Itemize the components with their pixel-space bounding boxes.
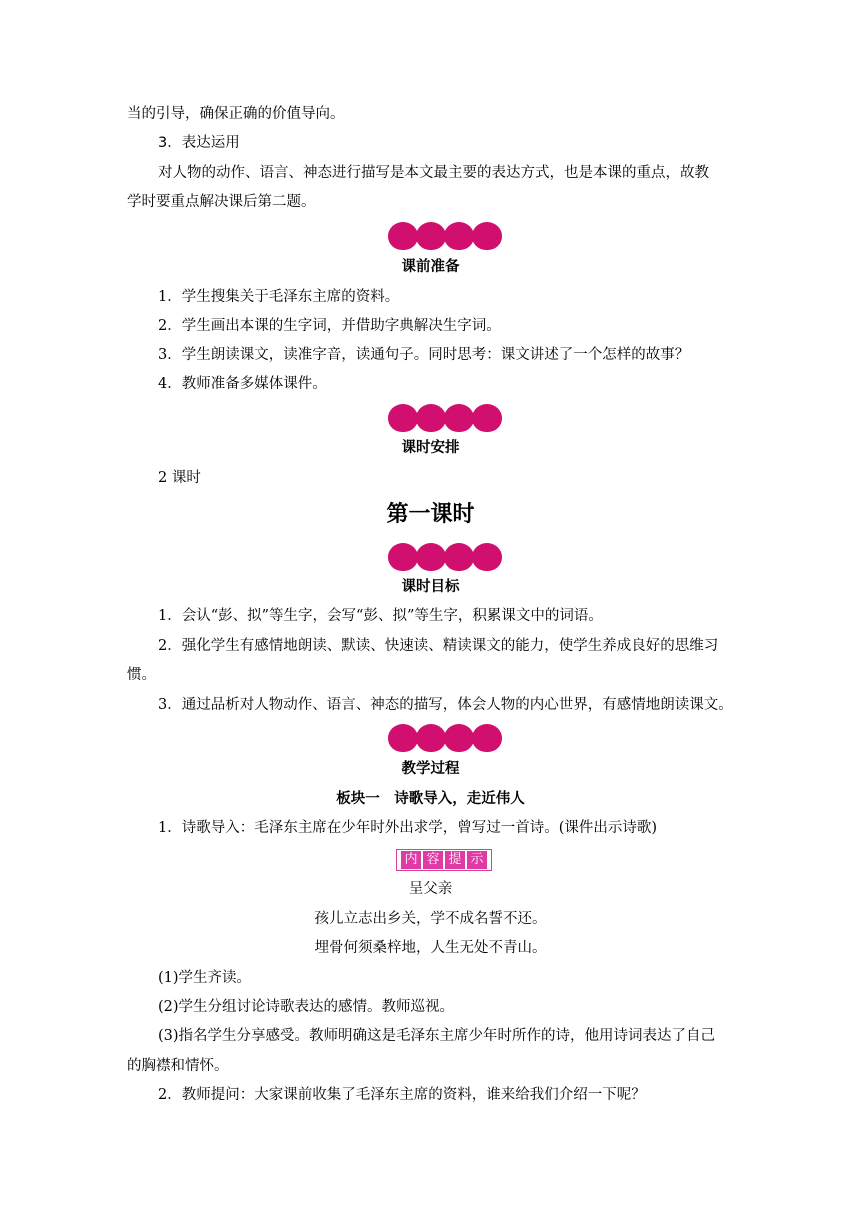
subsection-heading: 板块一 诗歌导入，走近伟人 [336, 791, 525, 807]
list-item: 4．教师准备多媒体课件。 [158, 376, 327, 392]
list-item: (2)学生分组讨论诗歌表达的感情。教师巡视。 [158, 999, 455, 1015]
heart-icon [388, 724, 418, 752]
heart-icon [416, 404, 446, 432]
list-item: 2．学生画出本课的生字词，并借助字典解决生字词。 [158, 318, 501, 334]
heart-icon [472, 404, 502, 432]
badge-char: 内 [401, 851, 421, 869]
badge-char: 提 [445, 851, 465, 869]
badge-char: 示 [467, 851, 487, 869]
list-item: 3．通过品析对人物动作、语言、神态的描写，体会人物的内心世界，有感情地朗读课文。 [158, 697, 733, 713]
heart-icon [444, 404, 474, 432]
heart-icon [416, 222, 446, 250]
heart-icon [416, 543, 446, 571]
decorative-hearts [388, 543, 500, 571]
badge-char: 容 [423, 851, 443, 869]
list-item: (1)学生齐读。 [158, 970, 252, 986]
list-item: 3．学生朗读课文，读准字音，读通句子。同时思考：课文讲述了一个怎样的故事？ [158, 347, 690, 363]
heart-icon [388, 543, 418, 571]
decorative-hearts [388, 724, 500, 752]
heart-icon [472, 222, 502, 250]
section-heading: 课时目标 [401, 579, 460, 595]
decorative-hearts [388, 222, 500, 250]
list-item: (3)指名学生分享感受。教师明确这是毛泽东主席少年时所作的诗，他用诗词表达了自己 [158, 1028, 716, 1044]
content-tip-badge [396, 849, 492, 871]
poem-title: 呈父亲 [408, 881, 453, 897]
decorative-hearts [388, 404, 500, 432]
heart-icon [444, 724, 474, 752]
paragraph-line: 当的引导，确保正确的价值导向。 [127, 106, 345, 122]
paragraph-line: 2 课时 [158, 470, 201, 486]
list-item: 1．诗歌导入：毛泽东主席在少年时外出求学，曾写过一首诗。(课件出示诗歌) [158, 820, 658, 836]
heart-icon [472, 724, 502, 752]
paragraph-line: 惯。 [127, 667, 156, 683]
section-heading: 教学过程 [401, 761, 460, 777]
list-item: 1．会认“彭、拟”等生字，会写“彭、拟”等生字，积累课文中的词语。 [158, 608, 603, 624]
heart-icon [444, 222, 474, 250]
paragraph-line: 对人物的动作、语言、神态进行描写是本文最主要的表达方式，也是本课的重点，故教 [158, 165, 709, 181]
paragraph-line: 学时要重点解决课后第二题。 [127, 194, 316, 210]
poem-line: 埋骨何须桑梓地，人生无处不青山。 [314, 940, 547, 956]
paragraph-line: 的胸襟和情怀。 [127, 1058, 229, 1074]
list-item: 1．学生搜集关于毛泽东主席的资料。 [158, 289, 400, 305]
heart-icon [472, 543, 502, 571]
page-title: 第一课时 [386, 502, 475, 527]
section-heading: 3．表达运用 [158, 135, 240, 151]
poem-line: 孩儿立志出乡关，学不成名誓不还。 [314, 911, 547, 927]
section-heading: 课时安排 [401, 440, 460, 456]
heart-icon [444, 543, 474, 571]
list-item: 2．强化学生有感情地朗读、默读、快速读、精读课文的能力，使学生养成良好的思维习 [158, 638, 719, 654]
heart-icon [388, 222, 418, 250]
heart-icon [416, 724, 446, 752]
list-item: 2．教师提问：大家课前收集了毛泽东主席的资料，谁来给我们介绍一下呢？ [158, 1087, 646, 1103]
section-heading: 课前准备 [401, 259, 460, 275]
heart-icon [388, 404, 418, 432]
